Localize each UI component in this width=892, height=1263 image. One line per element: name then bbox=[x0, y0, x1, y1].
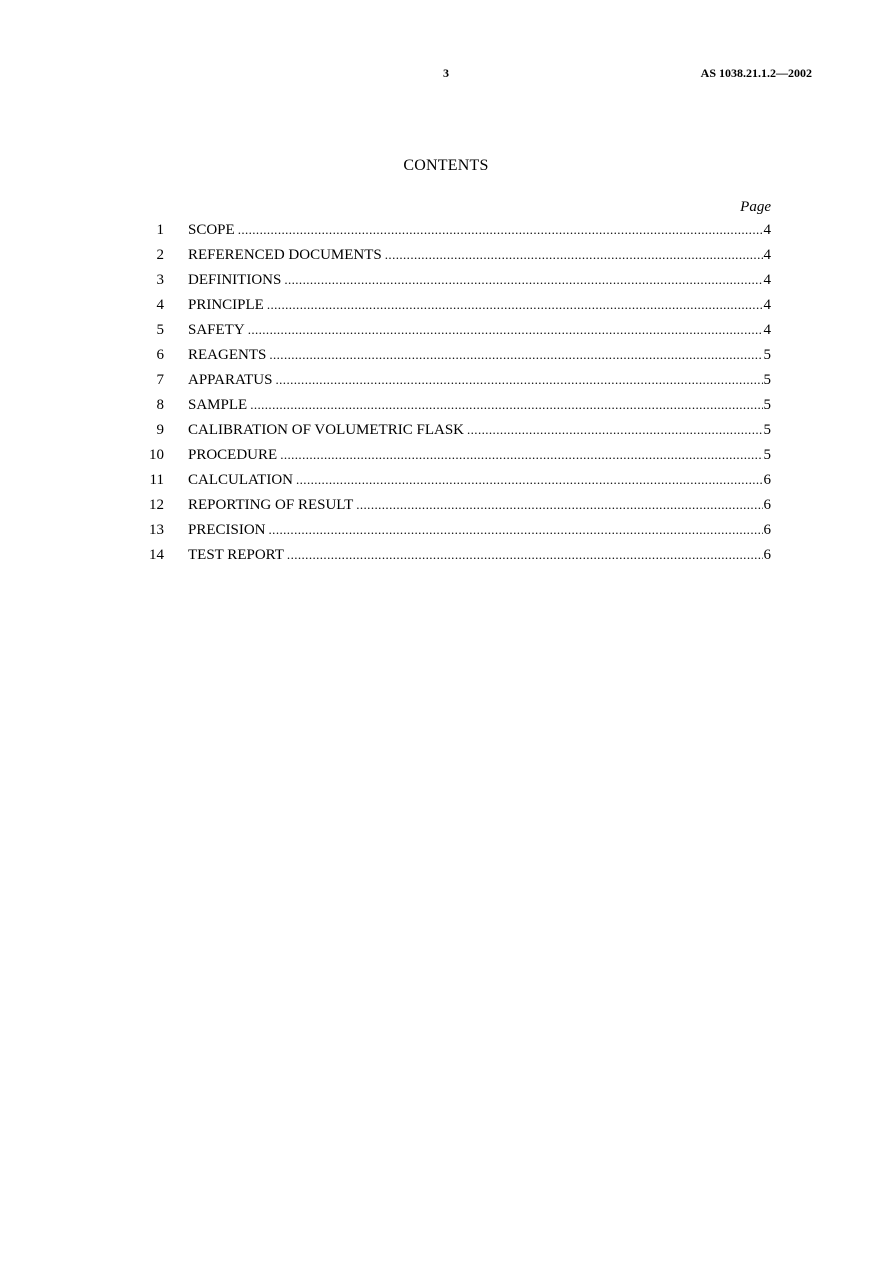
page-number: 3 bbox=[443, 66, 449, 80]
toc-dot-leader bbox=[276, 372, 763, 388]
toc-dot-leader bbox=[296, 472, 763, 488]
toc-entry-title: REFERENCED DOCUMENTS bbox=[188, 247, 382, 263]
toc-entry[interactable] bbox=[140, 447, 771, 472]
toc-entry-title: SAMPLE bbox=[188, 397, 248, 413]
table-of-contents bbox=[140, 222, 771, 572]
toc-entry-page: 6 bbox=[763, 547, 771, 563]
toc-entry-page: 6 bbox=[763, 497, 771, 513]
toc-entry-title: APPARATUS bbox=[188, 372, 273, 388]
toc-entry-title: PROCEDURE bbox=[188, 447, 278, 463]
toc-entry-page: 4 bbox=[763, 247, 771, 263]
toc-entry-number: 14 bbox=[149, 547, 164, 563]
toc-entry-number: 1 bbox=[156, 222, 164, 238]
toc-entry-title: PRECISION bbox=[188, 522, 266, 538]
toc-entry-number: 7 bbox=[156, 372, 164, 388]
toc-entry[interactable] bbox=[140, 472, 771, 497]
toc-entry-number: 12 bbox=[149, 497, 164, 513]
toc-entry[interactable] bbox=[140, 272, 771, 297]
toc-entry-number: 11 bbox=[149, 472, 164, 488]
toc-entry-number: 8 bbox=[156, 397, 164, 413]
document-id: AS 1038.21.1.2—2002 bbox=[700, 66, 812, 80]
toc-entry[interactable] bbox=[140, 222, 771, 247]
toc-entry-title: CALCULATION bbox=[188, 472, 293, 488]
toc-entry-title: PRINCIPLE bbox=[188, 297, 264, 313]
contents-title: CONTENTS bbox=[403, 157, 489, 174]
toc-entry-page: 5 bbox=[763, 397, 771, 413]
toc-entry-title: TEST REPORT bbox=[188, 547, 284, 563]
toc-entry-number: 5 bbox=[156, 322, 164, 338]
toc-entry-page: 5 bbox=[763, 372, 771, 388]
toc-entry[interactable] bbox=[140, 397, 771, 422]
toc-entry-number: 9 bbox=[156, 422, 164, 438]
toc-entry-number: 4 bbox=[156, 297, 164, 313]
toc-dot-leader bbox=[280, 447, 762, 463]
toc-entry-page: 4 bbox=[763, 322, 771, 338]
toc-entry-page: 6 bbox=[763, 522, 771, 538]
toc-entry-number: 3 bbox=[156, 272, 164, 288]
toc-entry-number: 6 bbox=[156, 347, 164, 363]
toc-entry-title: REPORTING OF RESULT bbox=[188, 497, 354, 513]
toc-entry-title: REAGENTS bbox=[188, 347, 267, 363]
toc-entry-title: DEFINITIONS bbox=[188, 272, 282, 288]
toc-entry-title: SAFETY bbox=[188, 322, 245, 338]
toc-entry[interactable] bbox=[140, 522, 771, 547]
toc-entry-page: 5 bbox=[763, 347, 771, 363]
toc-dot-leader bbox=[267, 297, 763, 313]
toc-entry[interactable] bbox=[140, 372, 771, 397]
toc-entry-page: 4 bbox=[763, 297, 771, 313]
toc-dot-leader bbox=[356, 497, 762, 513]
toc-dot-leader bbox=[287, 547, 763, 563]
toc-entry[interactable] bbox=[140, 297, 771, 322]
toc-dot-leader bbox=[284, 272, 762, 288]
toc-entry[interactable] bbox=[140, 322, 771, 347]
toc-entry-title: SCOPE bbox=[188, 222, 235, 238]
toc-entry[interactable] bbox=[140, 347, 771, 372]
toc-entry[interactable] bbox=[140, 422, 771, 447]
toc-entry-number: 13 bbox=[149, 522, 164, 538]
toc-dot-leader bbox=[467, 422, 763, 438]
toc-entry-page: 5 bbox=[763, 447, 771, 463]
toc-entry-page: 5 bbox=[763, 422, 771, 438]
toc-dot-leader bbox=[385, 247, 763, 263]
toc-entry-page: 4 bbox=[763, 272, 771, 288]
toc-dot-leader bbox=[248, 322, 763, 338]
toc-entry-title: CALIBRATION OF VOLUMETRIC FLASK bbox=[188, 422, 464, 438]
toc-dot-leader bbox=[238, 222, 763, 238]
toc-dot-leader bbox=[269, 522, 763, 538]
toc-entry-number: 2 bbox=[156, 247, 164, 263]
toc-entry-page: 6 bbox=[763, 472, 771, 488]
toc-entry[interactable] bbox=[140, 497, 771, 522]
toc-entry[interactable] bbox=[140, 247, 771, 272]
toc-entry-page: 4 bbox=[763, 222, 771, 238]
page-column-label: Page bbox=[740, 199, 771, 215]
toc-entry-number: 10 bbox=[149, 447, 164, 463]
toc-dot-leader bbox=[269, 347, 762, 363]
toc-entry[interactable] bbox=[140, 547, 771, 572]
toc-dot-leader bbox=[250, 397, 762, 413]
